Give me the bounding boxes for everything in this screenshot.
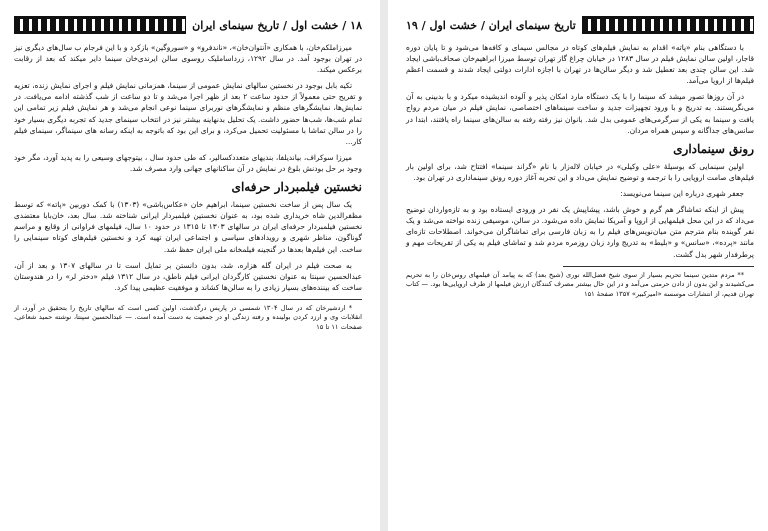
paragraph: تکیه بابل بوجود در نخستین سالهای نمایش عمومی از سینما، همزمانی نمایش فیلم و اجرای نمایش زنده، تعزیه و تفریح حتی معمولاً از حدود ساعت ۲ بعد از ظهر اجرا می‌شد و تا دو ساعت از شب گذشته ادامه می‌یافت. در نمایش‌ها، نمایشگرهای منظم و نمایشگرهای نوربرای سینما نوعی انجام می‌شد و هر نمایش فیلم زیر تمامی این تمام شب‌ها، شب‌ها حضور داشت. یک تحلیل بدنهاینه بیشتر نیز در انتخاب سینمای جدید که تجربه دیگری بسیار خود را در سالن تماشا با مسئولیت تحمیل می‌کرد، و برای این بود که باتوجه به اینکه رسانه های سینماگر، سینمای فیلم کار...: [14, 81, 363, 146]
right-page: [388, 0, 768, 531]
paragraph: یک سال پس از ساخت نخستین سینما، ابراهیم خان «عکاس‌باشی» (۱۳۰۳) با کمک دوربین «پاته» که توسط مظفرالدین شاه خریداری شده بود، به عنوان نخستین فیلمبردار ایرانی شناخته شد. سال بعد، خان‌بابا معتضدی نخستین فیلمبردار حرفه‌ای ایران در سالهای ۱۳۰۳ تا ۱۳۱۵ در حدود ۱۰ سال، فیلمهای فراوانی از وقایع و مراسم گوناگون، مناظر شهری و رویدادهای سیاسی و اجتماعی ایران تهیه کرد و نخستین فیلم‌های کوتاه سینمایی را ساخت. این فیلم‌ها بعدها در گنجینه فیلمخانه ملی ایران حفظ شد.: [14, 200, 362, 254]
footnote-text: * اردشیرخان که در سال ۱۳۰۴ شمسی در پاریس درگذشت، اولین کسی است که سالهای تاریخ را بتحقیق در آورد، از انقلابات وی و ارزد کردن بولینده و رفته زندگی او در جمعیت به دست آمده است. — عبدالحسین سپنتا، نوشته حمید شعاعی، صفحات ۱۱ تا ۱۵: [14, 303, 362, 332]
header-text: ۱۸ / خشت اول / تاریخ سینمای ایران: [192, 18, 362, 32]
footnote-rule: [171, 299, 362, 300]
film-strip-ornament: [582, 16, 754, 34]
film-strip-ornament: [14, 16, 186, 34]
footnote-text: ** مردم متدین سینما تحریم بسیار از سوی شیخ فضل‌الله نوری (شیخ بعد) که به پیامد آن فیلمهای روس‌خان را به تحریم می‌کشیدند و این بدون از دادن حرمتی می‌آمد و در این حال بیشتر مصرف کنندگان ارزش فیلمها از طرف اروپایی‌ها بود. — کتاب تهران قدیم، از انتشارات موسسه «امیرکبیر» ۱۳۵۷ صفحهٔ ۱۵۱: [406, 270, 754, 298]
paragraph: اولین سینمایی که بوسیلهٔ «علی وکیلی» در خیابان لاله‌زار با نام «گراند سینما» افتتاح شد، برای اولین بار فیلم‌های صامت اروپایی را با ترجمه و توضیح نمایش می‌داد و این تجربه آغاز دوره رونق سینماداری در تهران بود.: [406, 161, 754, 182]
paragraph: جعفر شهری درباره این سینما می‌نویسد:: [620, 189, 744, 199]
paragraph: در آن روزها تصور میشد که سینما را با یک دستگاه مارد امکان پذیر و آلوده اندیشیده میکرد و با بدبینی به آن می‌نگریستند. به تدریج و با ورود تجهیزات جدید و ساخت سینماهای اختصاصی، نمایش فیلم در میان مردم رواج یافت و سینما به یکی از سرگرمی‌های عمومی بدل شد. بانوان نیز رفته رفته به سالن‌های سینما راه یافتند، ابتدا در سانس‌های جداگانه و سپس همراه مردان.: [406, 92, 754, 135]
left-page: [0, 0, 380, 531]
paragraph: میرزا سوکراف، بیاندیلفا، بندیهای متعددکسالیر، که طی حدود سال ، بیتوجهای وسیعی را به پدید آورد، مگر خود وجود بر حل بودنش بلوغ در نمایش در آن ساکنانهای جهانی وارد مصرف شد.: [14, 152, 362, 173]
header-text: تاریخ سینمای ایران / خشت اول / ۱۹: [406, 18, 576, 32]
paragraph: با دستگاهی بنام «پاته» اقدام به نمایش فیلم‌های کوتاه در مجالس سیمای و کافه‌ها می‌شود و تا پایان دوره قاجار، اولین سالن نمایش فیلم در سال ۱۲۸۳ در خیابان چراغ گاز تهران توسط میرزا ابراهیم‌خان صحاف‌باشی ایجاد شد. این سالن چندی بعد تعطیل شد و دیگر سالن‌ها در تهران با اجازه ادارات دولتی ایجاد شدند و قسمت اعظم فیلم‌ها از اروپا می‌آمد.: [406, 43, 755, 86]
paragraph: میرزاملکم‌خان، با همکاری «آنتوان‌خان»، «ناندفرو» و «سوروگین» بازکرد و با این فرجام ب سال‌های دیگری نیز در تهران بوجود آمد. در سال ۱۲۹۲، زرداساملیک روسوی سالن ایرندی‌خان سینما دایر میکند که بعد از رقابت برعکس میکند.: [13, 43, 362, 75]
paragraph: به صحت فیلم در ایران گله هزاره، شد، بدون دانستن بر تمایل است تا در سالهای ۱۳۰۷ و بعد از آن، عبدالحسین سپنتا به عنوان نخستین کارگردان ایرانی فیلم ناطق، در سال ۱۳۱۲ فیلم «دختر لر» را در هندوستان ساخت که بیننده‌های بسیار زیادی را به سالن‌ها کشاند و موفقیت عظیمی پیدا کرد.: [14, 260, 362, 292]
page-body: [14, 42, 362, 333]
section-title: رونق سینماداری: [673, 141, 754, 156]
footnote: [14, 304, 362, 333]
paragraph: پیش از اینکه تماشاگر هم گرم و خوش باشد، پیشاپیش یک نفر در ورودی ایستاده بود و به تازه‌واردان توضیح می‌داد که در این محل فیلمهایی از اروپا و آمریکا نمایش داده می‌شود. در سالن، موسیقی زنده نواخته می‌شد و یک نفر گوینده بنام مترجم متن میان‌نویس‌های فیلم را به زبان فارسی برای تماشاگران می‌خواند. اصطلاحات تازه‌ای مانند «پرده»، «سانس» و «بلیط» به تدریج وارد زبان روزمره مردم شد و تماشای فیلم به یکی از تفریحات مهم و پرطرفدار شهر بدل گشت.: [406, 205, 754, 259]
footnote: [406, 271, 754, 300]
page-body: [406, 42, 754, 299]
page-header: [406, 14, 754, 36]
footnote-rule: [563, 266, 754, 267]
section-title: نخستین فیلمبردار حرفه‌ای: [231, 180, 362, 195]
page-header: [14, 14, 362, 36]
book-gutter: [380, 0, 388, 531]
